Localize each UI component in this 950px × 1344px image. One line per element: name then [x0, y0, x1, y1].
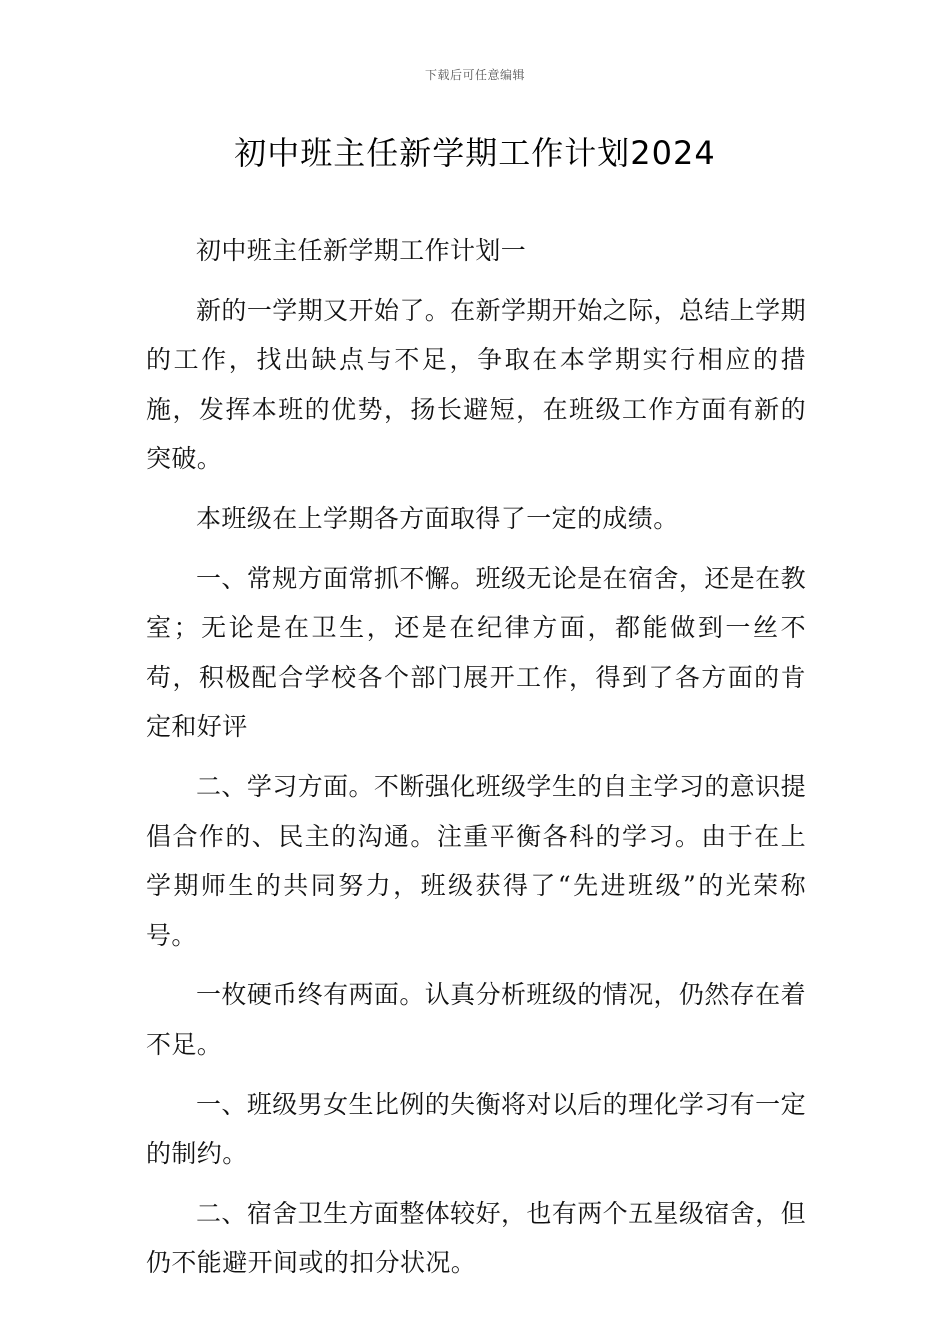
paragraph: 新的一学期又开始了。在新学期开始之际，总结上学期的工作，找出缺点与不足，争取在本学期实行相应的措施，发挥本班的优势，扬长避短，在班级工作方面有新的突破。	[146, 295, 806, 474]
document-title: 初中班主任新学期工作计划2024	[234, 134, 716, 172]
paragraph: 一、班级男女生比例的失衡将对以后的理化学习有一定的制约。	[146, 1089, 806, 1169]
header-note: 下载后可任意编辑	[424, 68, 525, 82]
paragraph: 一、常规方面常抓不懈。班级无论是在宿舍，还是在教室；无论是在卫生，还是在纪律方面，都能做到一丝不苟，积极配合学校各个部门展开工作，得到了各方面的肯定和好评	[146, 563, 806, 742]
paragraph: 一枚硬币终有两面。认真分析班级的情况，仍然存在着不足。	[146, 980, 806, 1059]
paragraph: 二、学习方面。不断强化班级学生的自主学习的意识提倡合作的、民主的沟通。注重平衡各科的学习。由于在上学期师生的共同努力，班级获得了“先进班级”的光荣称号。	[146, 771, 806, 950]
section-heading: 初中班主任新学期工作计划一	[196, 236, 527, 265]
document-body	[146, 226, 806, 1288]
paragraph: 本班级在上学期各方面取得了一定的成绩。	[196, 503, 679, 533]
paragraph: 二、宿舍卫生方面整体较好，也有两个五星级宿舍，但仍不能避开间或的扣分状况。	[146, 1198, 806, 1278]
